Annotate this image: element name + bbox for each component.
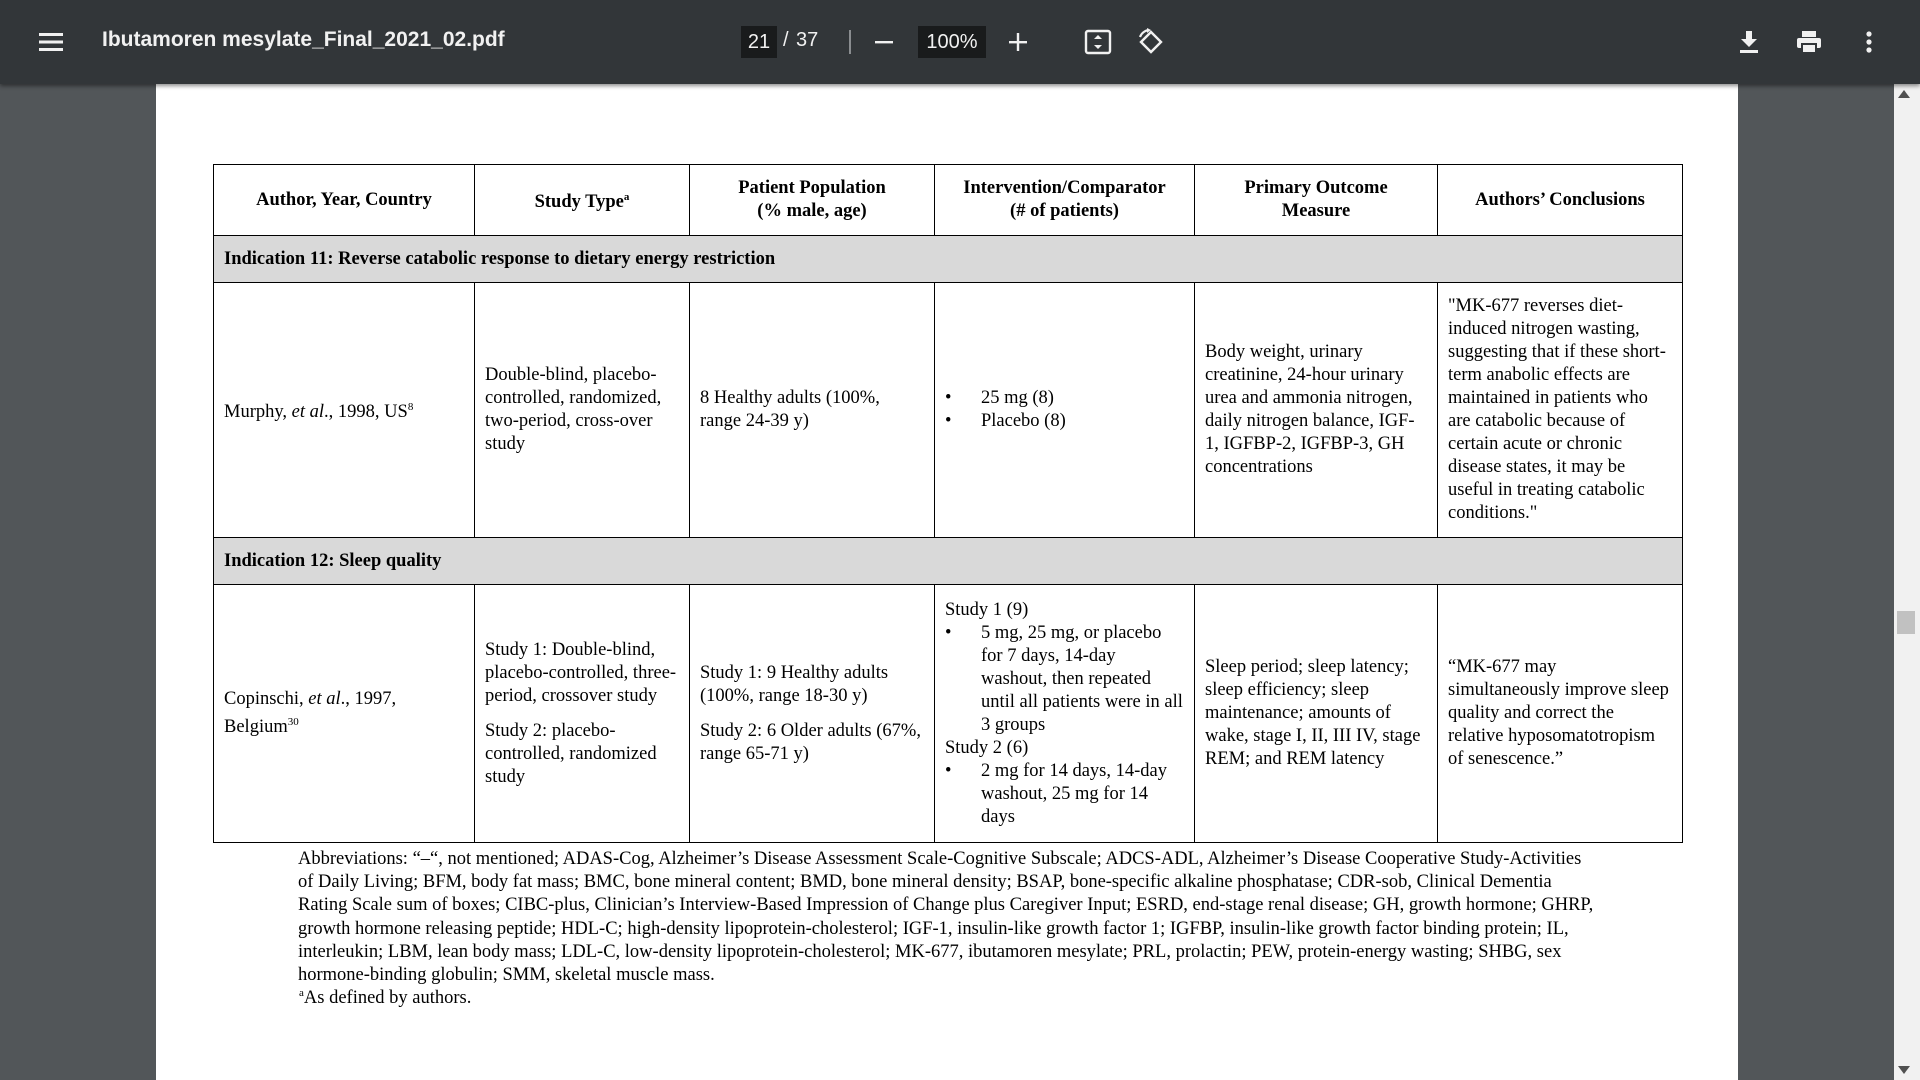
menu-button[interactable] xyxy=(31,22,71,62)
page-number-input[interactable] xyxy=(741,26,777,58)
cell-population: 8 Healthy adults (100%, range 24-39 y) xyxy=(690,283,935,538)
more-options-button[interactable] xyxy=(1849,22,1889,62)
download-icon xyxy=(1738,30,1760,54)
page-total: 37 xyxy=(796,29,819,51)
cell-intervention: Study 1 (9) • 5 mg, 25 mg, or placebo for 7 days, 14-day washout, then repeated until all patients were in all 3 groups Study 2 (6) • 2 mg for 14 days, 14-day washout, 25 mg for 14 days xyxy=(935,585,1195,843)
header-intervention: Intervention/Comparator (# of patients) xyxy=(935,165,1195,236)
evidence-table xyxy=(213,164,1683,843)
list-item: • 2 mg for 14 days, 14-day washout, 25 mg for 14 days xyxy=(945,760,1184,829)
cell-author: Murphy, et al., 1998, $US^8$ xyxy=(214,283,475,538)
fit-to-page-button[interactable] xyxy=(1078,22,1118,62)
toolbar-divider xyxy=(849,30,851,54)
page-separator: / xyxy=(783,29,789,51)
pdf-page xyxy=(156,84,1738,1080)
section-row xyxy=(214,538,1683,585)
table-row xyxy=(214,585,1683,843)
pdf-toolbar xyxy=(0,0,1920,84)
print-button[interactable] xyxy=(1789,22,1829,62)
document-title: Ibutamoren mesylate_Final_2021_02.pdf xyxy=(102,28,505,51)
plus-icon xyxy=(1008,32,1028,52)
download-button[interactable] xyxy=(1729,22,1769,62)
abbreviations-note: Abbreviations: “–“, not mentioned; ADAS-Cog, Alzheimer’s Disease Assessment Scale-Cognitive Subscale; ADCS-ADL, Alzheimer’s Disease Cooperative Study-Activities of Daily Living; BFM, body fat mass; BMC, bone mineral content; BMD, bone mineral density; BSAP, bone-specific alkaline phosphatase; CDR-sob, Clinical Dementia Rating Scale sum of boxes; CIBC-plus, Clinician’s Interview-Based Impression of Change plus Caregiver Input; ESRD, end-stage renal disease; GH, growth hormone; GHRP, growth hormone releasing peptide; HDL-C; high-density lipoprotein-cholesterol; IGF-1, insulin-like growth factor 1; IGFBP, insulin-like growth factor binding protein; IL, interleukin; LBM, lean body mass; LDL-C, low-density lipoprotein-cholesterol; MK-677, ibutamoren mesylate; PRL, prolactin; PEW, protein-energy wasting; SHBG, sex hormone-binding globulin; SMM, skeletal muscle mass. xyxy=(298,849,1594,986)
header-study-type: Study Type$^a$ xyxy=(475,165,690,236)
cell-population: Study 1: 9 Healthy adults (100%, range 18-30 y) Study 2: 6 Older adults (67%, range 65-71 y) xyxy=(690,585,935,843)
vertical-scrollbar[interactable] xyxy=(1894,84,1920,1080)
cell-study-type: Double-blind, placebo-controlled, randomized, two-period, cross-over study xyxy=(475,283,690,538)
cell-conclusion: "MK-677 reverses diet-induced nitrogen wasting, suggesting that if these short-term anabolic effects are maintained in patients who are catabolic because of certain acute or chronic disease states, it may be useful in treating catabolic conditions." xyxy=(1438,283,1683,538)
minus-icon xyxy=(874,32,894,52)
scroll-down-arrow-icon[interactable] xyxy=(1898,1066,1910,1074)
cell-author: Copinschi, et al., 1997, Belgium$^{30}$ xyxy=(214,585,475,843)
zoom-out-button[interactable] xyxy=(864,22,904,62)
rotate-button[interactable] xyxy=(1131,22,1171,62)
header-outcome: Primary Outcome Measure xyxy=(1195,165,1438,236)
section-row xyxy=(214,236,1683,283)
list-item: • 5 mg, 25 mg, or placebo for 7 days, 14-day washout, then repeated until all patients were in all 3 groups xyxy=(945,622,1184,737)
header-author: Author, Year, Country xyxy=(214,165,475,236)
more-vert-icon xyxy=(1865,30,1873,54)
rotate-icon xyxy=(1137,28,1165,56)
table-row xyxy=(214,283,1683,538)
zoom-in-button[interactable] xyxy=(998,22,1038,62)
header-population: Patient Population (% male, age) xyxy=(690,165,935,236)
fit-page-icon xyxy=(1084,29,1112,55)
footnote: $^a$As defined by authors. xyxy=(299,987,472,1009)
list-item: • Placebo (8) xyxy=(945,410,1184,433)
print-icon xyxy=(1796,30,1822,54)
cell-intervention xyxy=(935,283,1195,538)
list-item: • 25 mg (8) xyxy=(945,387,1184,410)
cell-outcome: Sleep period; sleep latency; sleep efficiency; sleep maintenance; amounts of wake, stage I, II, III IV, stage REM; and REM latency xyxy=(1195,585,1438,843)
zoom-level-input[interactable] xyxy=(918,26,986,58)
scroll-up-arrow-icon[interactable] xyxy=(1898,90,1910,98)
menu-icon xyxy=(38,32,64,52)
section-heading: Indication 12: Sleep quality xyxy=(214,538,1683,585)
header-conclusions: Authors’ Conclusions xyxy=(1438,165,1683,236)
scrollbar-thumb[interactable] xyxy=(1897,611,1915,634)
cell-study-type: Study 1: Double-blind, placebo-controlled, three-period, crossover study Study 2: placebo-controlled, randomized study xyxy=(475,585,690,843)
cell-conclusion: “MK-677 may simultaneously improve sleep quality and correct the relative hyposomatotropism of senescence.” xyxy=(1438,585,1683,843)
table-header-row xyxy=(214,165,1683,236)
section-heading: Indication 11: Reverse catabolic response to dietary energy restriction xyxy=(214,236,1683,283)
cell-outcome: Body weight, urinary creatinine, 24-hour urinary urea and ammonia nitrogen, daily nitrogen balance, IGF-1, IGFBP-2, IGFBP-3, GH concentrations xyxy=(1195,283,1438,538)
